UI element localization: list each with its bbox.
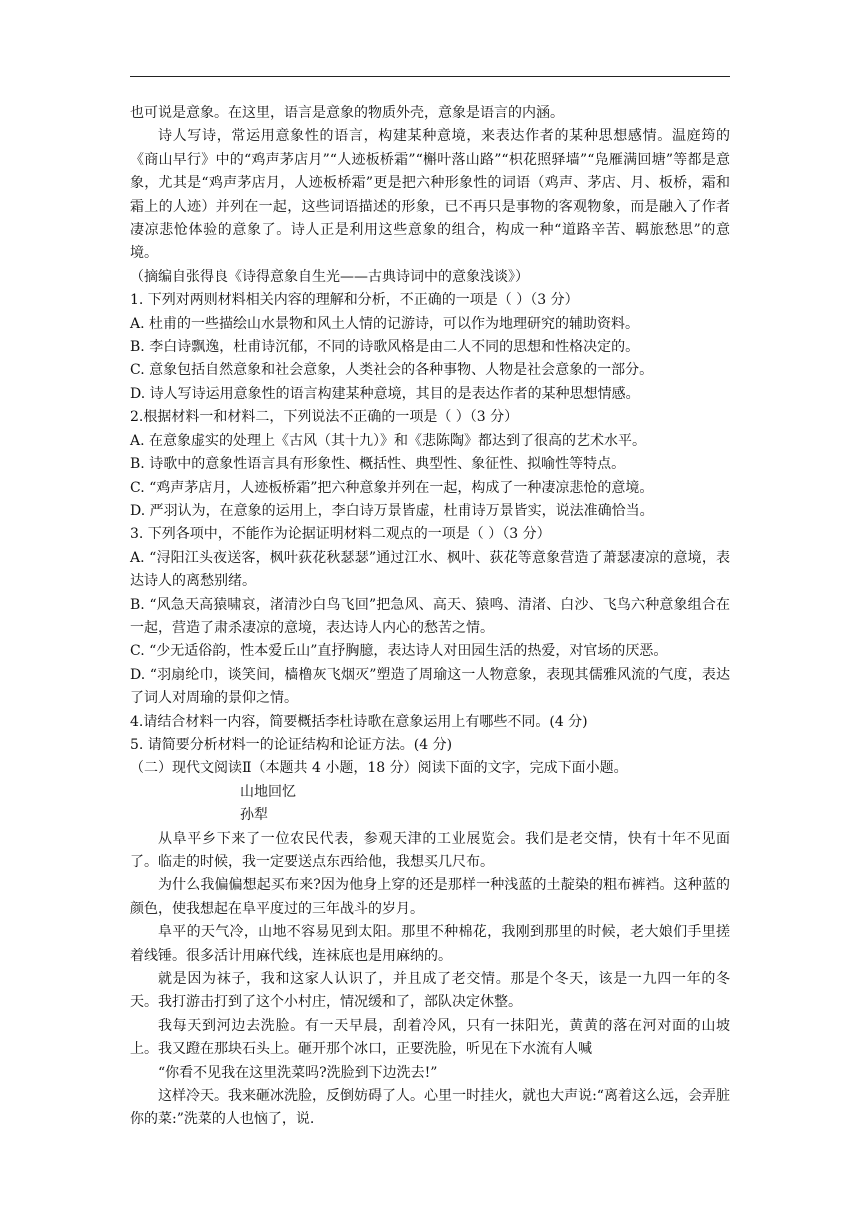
question-3: 3. 下列各项中，不能作为论据证明材料二观点的一项是（ ）（3 分）: [130, 526, 551, 543]
option-b: B. 李白诗飘逸，杜甫诗沉郁，不同的诗歌风格是由二人不同的思想和性格决定的。: [130, 339, 640, 356]
paragraph: 我每天到河边去洗脸。有一天早晨，刮着冷风，只有一抹阳光，黄黄的落在河对面的山坡上。我又蹬在那块石头上。砸开那个冰口，正要洗脸，听见在下水流有人喊: [130, 1017, 730, 1058]
section-heading: （二）现代文阅读Ⅱ（本题共 4 小题，18 分）阅读下面的文字，完成下面小题。: [130, 760, 628, 777]
paragraph: 为什么我偏偏想起买布来?因为他身上穿的还是那样一种浅蓝的土靛染的粗布裤裆。这种蓝的颜色，使我想起在阜平度过的三年战斗的岁月。: [130, 877, 730, 917]
option-b: B. 诗歌中的意象性语言具有形象性、概括性、典型性、象征性、拟喻性等特点。: [130, 456, 626, 473]
source-citation: （摘编自张得良《诗得意象自生光——古典诗词中的意象浅谈》）: [130, 268, 529, 285]
option-a: A. “浔阳江头夜送客，枫叶荻花秋瑟瑟”通过江水、枫叶、荻花等意象营造了萧瑟凄凉的意境，表达诗人的离愁别绪。: [130, 549, 730, 590]
header-rule: [130, 76, 730, 77]
question-5: 5. 请简要分析材料一的论证结构和论证方法。(4 分): [130, 736, 453, 753]
option-c: C. “少无适俗韵，性本爱丘山”直抒胸臆，表达诗人对田园生活的热爱，对官场的厌恶。: [130, 643, 668, 660]
paragraph: 也可说是意象。在这里，语言是意象的物质外壳，意象是语言的内涵。: [130, 105, 564, 121]
question-4: 4.请结合材料一内容，简要概括李杜诗歌在意象运用上有哪些不同。(4 分): [130, 713, 588, 730]
question-1: 1. 下列对两则材料相关内容的理解和分析，不正确的一项是（ ）（3 分）: [130, 292, 579, 309]
option-c: C. “鸡声茅店月，人迹板桥霜”把六种意象并列在一起，构成了一种凄凉悲怆的意境。: [130, 479, 654, 496]
document-body: [130, 102, 730, 1132]
option-a: A. 在意象虚实的处理上《古风（其十九）》和《悲陈陶》都达到了很高的艺术水平。: [130, 432, 647, 449]
paragraph: 就是因为袜子，我和这家人认识了，并且成了老交情。那是个冬天，该是一九四一年的冬天。我打游击打到了这个小村庄，情况缓和了，部队决定休整。: [130, 971, 730, 1011]
question-2: 2.根据材料一和材料二，下列说法不正确的一项是（ ）（3 分）: [130, 409, 519, 426]
article-title: 山地回忆: [240, 783, 296, 800]
paragraph: “你看不见我在这里洗菜吗?洗脸到下边洗去!”: [158, 1064, 438, 1081]
article-author: 孙犁: [240, 807, 268, 824]
option-d: D. 诗人写诗运用意象性的语言构建某种意境，其目的是表达作者的某种思想情感。: [130, 385, 640, 402]
paragraph: 这样冷天。我来砸冰洗脸，反倒妨碍了人。心里一时挂火，就也大声说:“离着这么远，会弄脏你的菜:”洗菜的人也恼了，说.: [130, 1088, 730, 1128]
option-d: D. “羽扇纶巾，谈笑间，樯橹灰飞烟灭”塑造了周瑜这一人物意象，表现其儒雅风流的气度，表达了词人对周瑜的景仰之情。: [130, 666, 730, 707]
option-d: D. 严羽认为，在意象的运用上，李白诗万景皆虚，杜甫诗万景皆实，说法准确恰当。: [130, 502, 654, 519]
paragraph: 从阜平乡下来了一位农民代表，参观天津的工业展览会。我们是老交情，快有十年不见面了。临走的时候，我一定要送点东西给他，我想买几尺布。: [130, 830, 730, 870]
option-b: B. “风急天高猿啸哀，渚清沙白鸟飞回”把急风、高天、猿鸣、清渚、白沙、飞鸟六种意象组合在一起，营造了肃杀凄凉的意境，表达诗人内心的愁苦之情。: [130, 596, 730, 636]
paragraph: 诗人写诗，常运用意象性的语言，构建某种意境，来表达作者的某种思想感情。温庭筠的《商山早行》中的“鸡声茅店月”“人迹板桥霜”“槲叶落山路”“枳花照驿墙”“凫雁满回塘”等都是意象，尤其是“鸡声茅店月，人迹板桥霜”更是把六种形象性的词语（鸡声、茅店、月、板桥，霜和霜上的人迹）并列在一起，这些词语描述的形象，已不再只是事物的客观物象，而是融入了作者凄凉悲怆体验的意象了。诗人正是利用这些意象的组合，构成一种“道路辛苦、羁旅愁思”的意境。: [130, 128, 730, 262]
option-a: A. 杜甫的一些描绘山水景物和风土人情的记游诗，可以作为地理研究的辅助资料。: [130, 315, 640, 332]
option-c: C. 意象包括自然意象和社会意象，人类社会的各种事物、人物是社会意象的一部分。: [130, 362, 654, 379]
paragraph: 阜平的天气冷，山地不容易见到太阳。那里不种棉花，我刚到那里的时候，老大娘们手里搓着线锤。很多活计用麻代线，连袜底也是用麻纳的。: [130, 924, 730, 964]
